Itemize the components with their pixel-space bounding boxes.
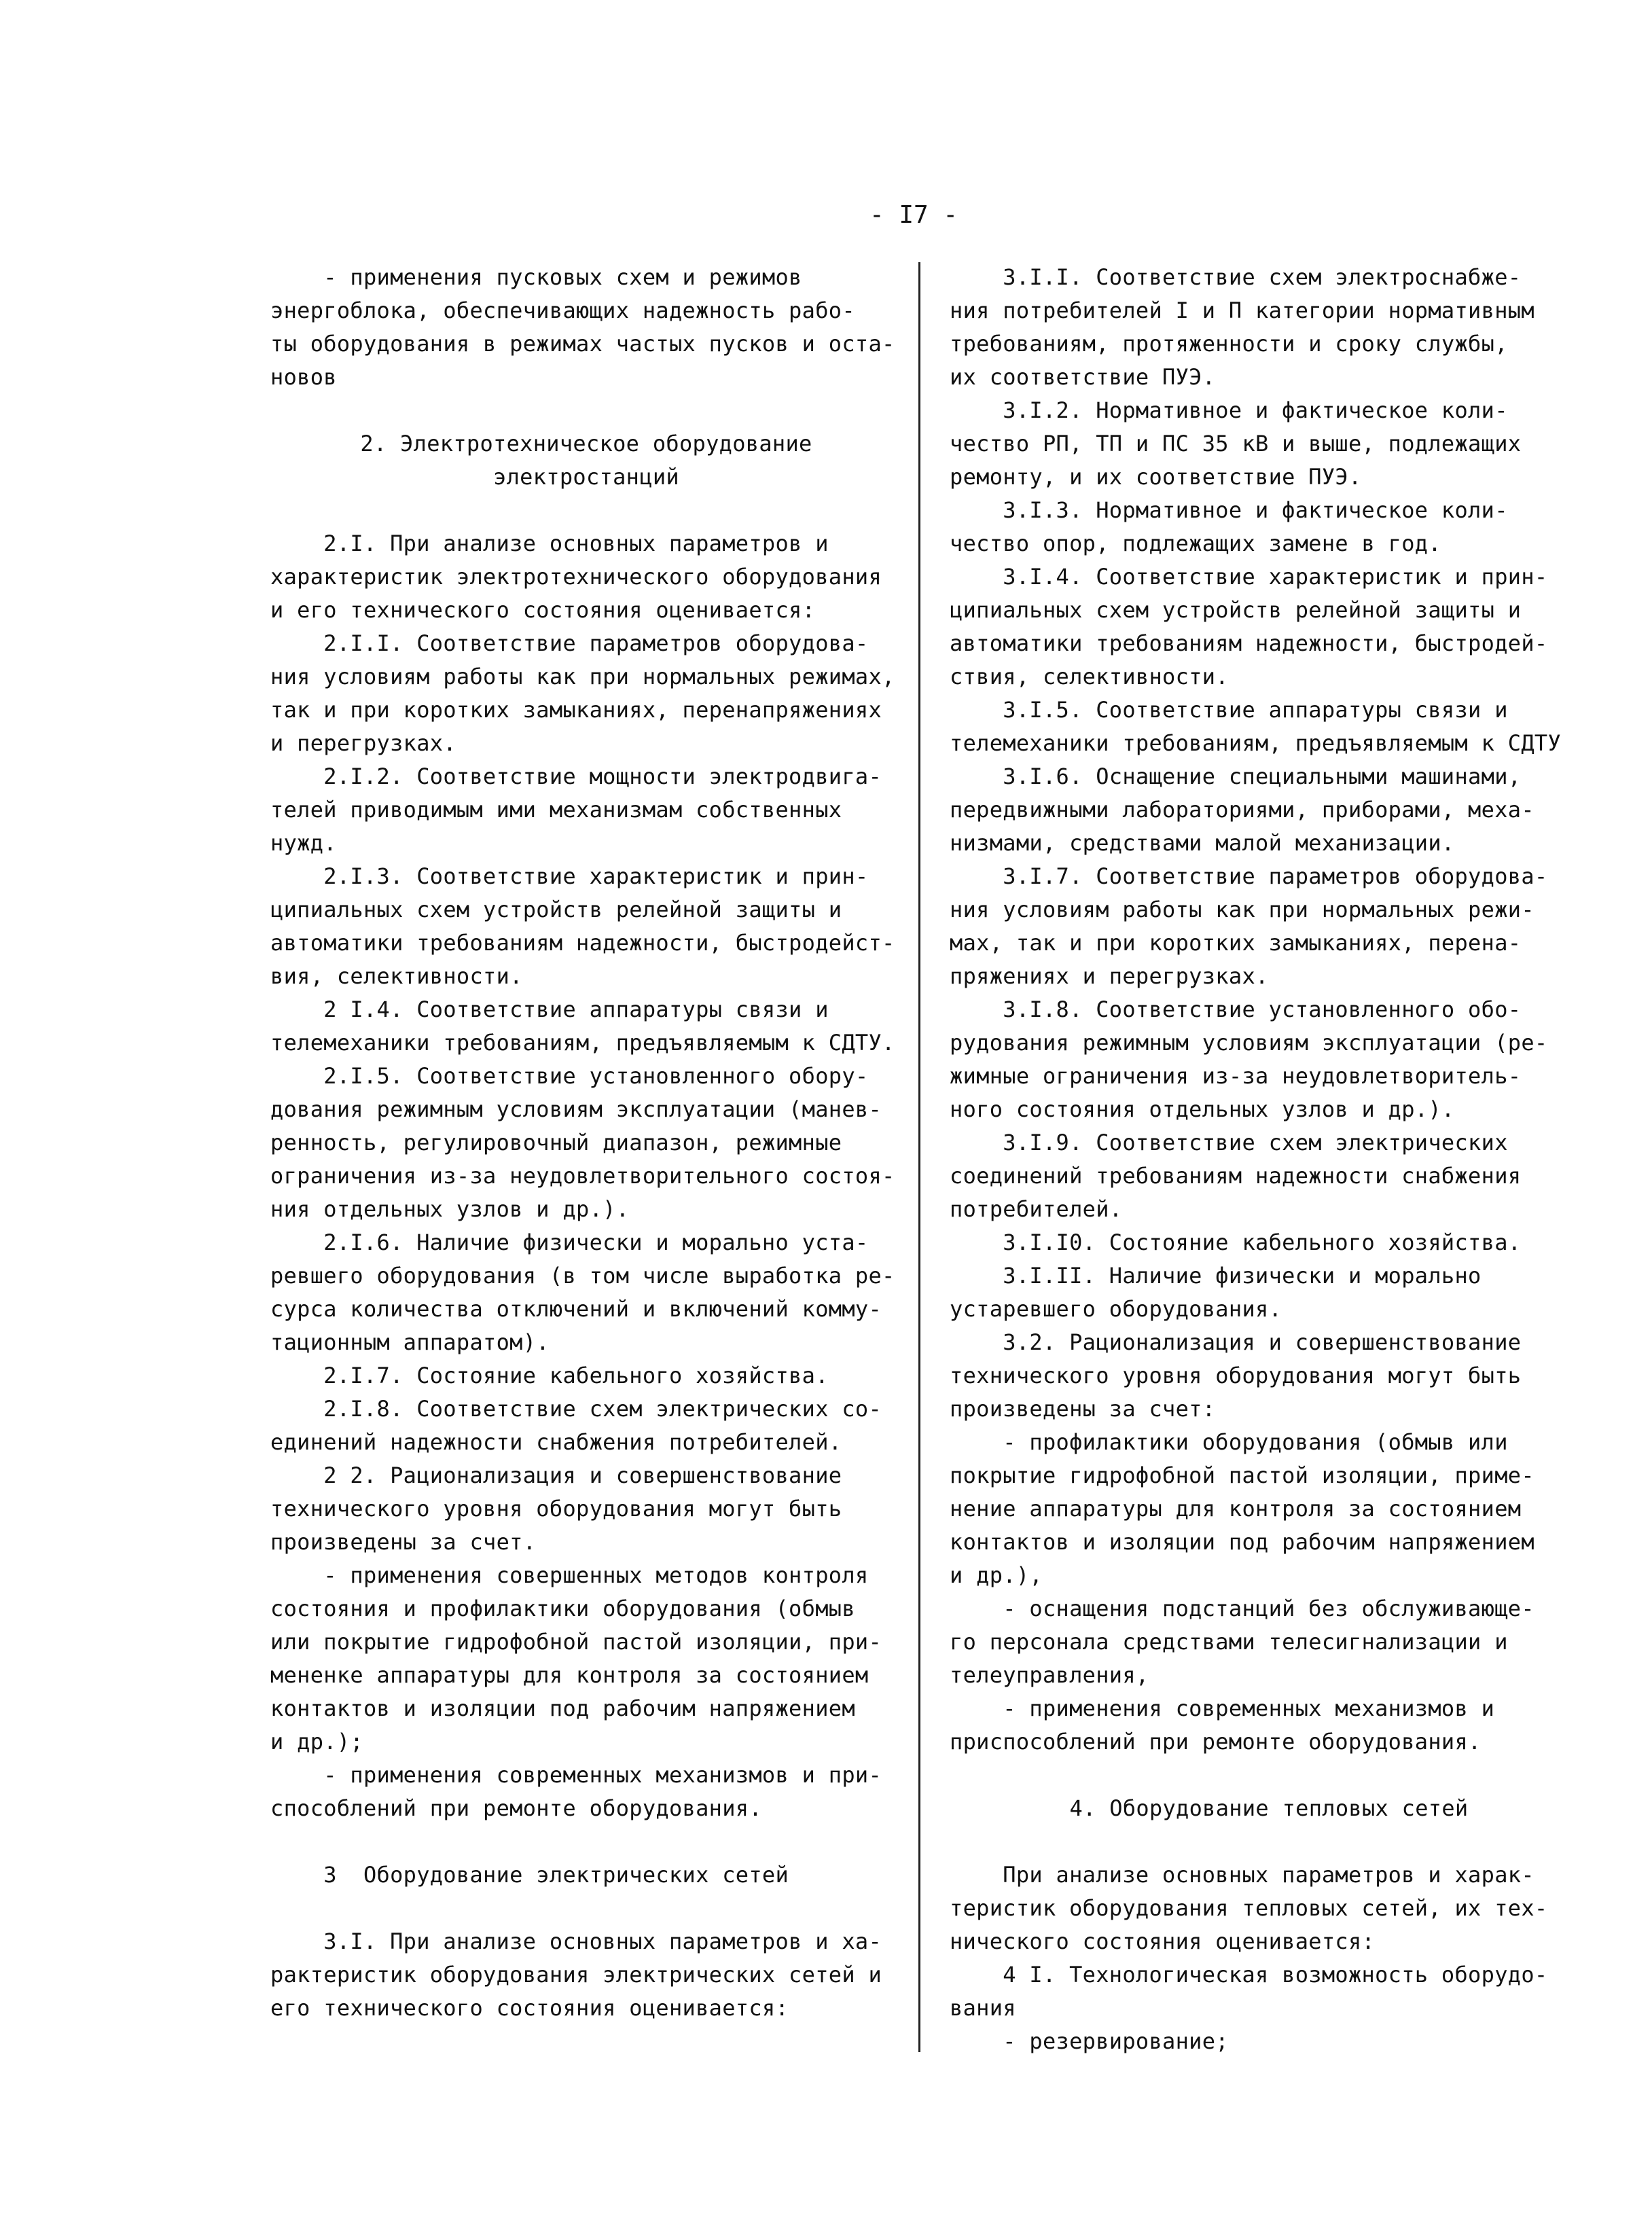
- text-line: соединений требованиям надежности снабжения: [950, 1163, 1522, 1189]
- text-line: устаревшего оборудования.: [950, 1296, 1282, 1322]
- text-line: ного состояния отдельных узлов и др.).: [950, 1096, 1455, 1122]
- text-line: рудования режимным условиям эксплуатации (ре-: [950, 1030, 1548, 1056]
- text-line: их соответствие ПУЭ.: [950, 364, 1216, 390]
- text-line: мах, так и при коротких замыканиях, перена-: [950, 930, 1522, 956]
- text-line: 2.I.2. Соответствие мощности электродвига-: [270, 763, 882, 789]
- text-line: 2.I.6. Наличие физически и морально уста-: [270, 1229, 869, 1255]
- text-line: или покрытие гидрофобной пастой изоляции, при-: [270, 1629, 882, 1655]
- text-line: технического уровня оборудования могут быть: [270, 1496, 842, 1522]
- text-line: ограничения из-за неудовлетворительного состоя-: [270, 1163, 895, 1189]
- text-line: вания: [950, 1995, 1016, 2021]
- text-line: ренность, регулировочный диапазон, режимные: [270, 1130, 842, 1155]
- paragraph-gap: [270, 1892, 902, 1925]
- text-line: новов: [270, 364, 337, 390]
- text-line: требованиям, протяженности и сроку службы,: [950, 331, 1508, 357]
- text-line: - применения современных механизмов и: [950, 1695, 1495, 1721]
- text-line: При анализе основных параметров и харак-: [950, 1862, 1534, 1888]
- text-line: ния отдельных узлов и др.).: [270, 1196, 630, 1222]
- text-line: 2.I. При анализе основных параметров и: [270, 531, 829, 556]
- text-line: 2.I.8. Соответствие схем электрических со-: [270, 1396, 882, 1422]
- text-line: способлений при ремонте оборудования.: [270, 1795, 762, 1821]
- text-line: так и при коротких замыканиях, перенапряжениях: [270, 697, 882, 723]
- text-line: ципиальных схем устройств релейной защиты и: [270, 897, 842, 922]
- text-line: 3.I.5. Соответствие аппаратуры связи и: [950, 697, 1508, 723]
- text-line: ремонту, и их соответствие ПУЭ.: [950, 464, 1362, 490]
- text-line: 3.I.7. Соответствие параметров оборудова-: [950, 863, 1548, 889]
- paragraph-gap: [270, 494, 902, 527]
- text-line: тационным аппаратом).: [270, 1329, 550, 1355]
- text-line: мененке аппаратуры для контроля за состоянием: [270, 1662, 869, 1688]
- text-line: дования режимным условиям эксплуатации (манев-: [270, 1096, 882, 1122]
- text-line: телемеханики требованиям, предъявляемым к СДТУ.: [270, 1030, 895, 1056]
- text-line: - резервирование;: [950, 2028, 1229, 2054]
- text-line: и др.);: [270, 1729, 363, 1755]
- text-line: пряжениях и перегрузках.: [950, 963, 1269, 989]
- text-line: состояния и профилактики оборудования (обмыв: [270, 1596, 855, 1621]
- text-line: автоматики требованиям надежности, быстродей-: [950, 630, 1548, 656]
- text-line: - применения современных механизмов и при-: [270, 1762, 882, 1788]
- text-line: произведены за счет:: [950, 1396, 1216, 1422]
- text-line: 3.I.8. Соответствие установленного обо-: [950, 996, 1522, 1022]
- text-line: контактов и изоляции под рабочим напряжением: [950, 1529, 1534, 1555]
- text-line: ревшего оборудования (в том числе выработка ре-: [270, 1263, 895, 1289]
- text-line: 3.I.3. Нормативное и фактическое коли-: [950, 497, 1508, 523]
- text-line: нического состояния оценивается:: [950, 1928, 1376, 1954]
- text-line: и др.),: [950, 1562, 1043, 1588]
- paragraph-gap: [270, 394, 902, 427]
- paragraph-gap: [270, 1825, 902, 1858]
- text-line: и перегрузках.: [270, 730, 456, 756]
- text-line: низмами, средствами малой механизации.: [950, 830, 1455, 856]
- text-line: приспособлений при ремонте оборудования.: [950, 1729, 1482, 1755]
- page-number: - I7 -: [869, 201, 958, 229]
- text-line: вия, селективности.: [270, 963, 523, 989]
- text-line: автоматики требованиям надежности, быстродейст-: [270, 930, 895, 956]
- text-line: рактеристик оборудования электрических сетей и: [270, 1962, 882, 1988]
- text-line: теристик оборудования тепловых сетей, их тех-: [950, 1895, 1548, 1921]
- text-line: 2 2. Рационализация и совершенствование: [270, 1462, 842, 1488]
- text-line: 3.I.2. Нормативное и фактическое коли-: [950, 397, 1508, 423]
- text-line: 3.I.II. Наличие физически и морально: [950, 1263, 1482, 1289]
- text-line: 3.2. Рационализация и совершенствование: [950, 1329, 1522, 1355]
- text-line: сурса количества отключений и включений комму-: [270, 1296, 882, 1322]
- section-heading: электростанций: [493, 464, 679, 490]
- text-line: 3.I.9. Соответствие схем электрических: [950, 1130, 1508, 1155]
- text-line: 2 I.4. Соответствие аппаратуры связи и: [270, 996, 829, 1022]
- text-line: нение аппаратуры для контроля за состоянием: [950, 1496, 1522, 1522]
- text-line: - применения пусковых схем и режимов: [270, 264, 802, 290]
- text-line: телеуправления,: [950, 1662, 1149, 1688]
- text-line: го персонала средствами телесигнализации и: [950, 1629, 1508, 1655]
- text-line: характеристик электротехнического оборудования: [270, 564, 882, 590]
- text-line: 3.I.4. Соответствие характеристик и прин-: [950, 564, 1548, 590]
- section-heading: 4. Оборудование тепловых сетей: [1069, 1795, 1469, 1821]
- text-line: нужд.: [270, 830, 337, 856]
- text-line: 3.I.6. Оснащение специальными машинами,: [950, 763, 1522, 789]
- text-line: ния условиям работы как при нормальных режимах,: [270, 664, 895, 689]
- text-line: его технического состояния оценивается:: [270, 1995, 789, 2021]
- text-line: 2.I.5. Соответствие установленного обору-: [270, 1063, 869, 1089]
- text-line: ния потребителей I и П категории нормативным: [950, 298, 1534, 323]
- text-line: ствия, селективности.: [950, 664, 1229, 689]
- text-line: и его технического состояния оценивается:: [270, 597, 816, 623]
- paragraph-gap: [950, 1759, 1588, 1792]
- text-line: ты оборудования в режимах частых пусков и оста-: [270, 331, 895, 357]
- paragraph-gap: [950, 1825, 1588, 1858]
- text-line: 2.I.I. Соответствие параметров оборудова-: [270, 630, 869, 656]
- column-divider: [918, 262, 920, 2052]
- text-line: 3 Оборудование электрических сетей: [270, 1862, 789, 1888]
- text-line: 2.I.3. Соответствие характеристик и прин-: [270, 863, 869, 889]
- text-line: 2.I.7. Состояние кабельного хозяйства.: [270, 1363, 829, 1388]
- text-line: телемеханики требованиям, предъявляемым к СДТУ: [950, 730, 1562, 756]
- section-heading: 2. Электротехническое оборудование: [360, 431, 812, 456]
- text-line: контактов и изоляции под рабочим напряжением: [270, 1695, 855, 1721]
- text-line: покрытие гидрофобной пастой изоляции, приме-: [950, 1462, 1534, 1488]
- text-line: 3.I.I. Соответствие схем электроснабже-: [950, 264, 1522, 290]
- text-line: энергоблока, обеспечивающих надежность рабо-: [270, 298, 855, 323]
- text-line: произведены за счет.: [270, 1529, 537, 1555]
- text-line: потребителей.: [950, 1196, 1123, 1222]
- text-line: технического уровня оборудования могут быть: [950, 1363, 1522, 1388]
- text-line: ципиальных схем устройств релейной защиты и: [950, 597, 1522, 623]
- text-line: единений надежности снабжения потребителей.: [270, 1429, 842, 1455]
- text-line: ния условиям работы как при нормальных режи-: [950, 897, 1534, 922]
- right-column: [950, 261, 1588, 2058]
- text-line: телей приводимым ими механизмам собственных: [270, 797, 842, 823]
- text-line: чество опор, подлежащих замене в год.: [950, 531, 1441, 556]
- text-line: чество РП, ТП и ПС 35 кВ и выше, подлежащих: [950, 431, 1522, 456]
- text-line: передвижными лабораториями, приборами, меха-: [950, 797, 1534, 823]
- text-line: 3.I. При анализе основных параметров и ха-: [270, 1928, 882, 1954]
- text-line: жимные ограничения из-за неудовлетворитель-: [950, 1063, 1522, 1089]
- text-line: - профилактики оборудования (обмыв или: [950, 1429, 1508, 1455]
- left-column: [270, 261, 902, 2025]
- text-line: 4 I. Технологическая возможность оборудо-: [950, 1962, 1548, 1988]
- text-line: - оснащения подстанций без обслуживающе-: [950, 1596, 1534, 1621]
- text-line: - применения совершенных методов контроля: [270, 1562, 869, 1588]
- text-line: 3.I.I0. Состояние кабельного хозяйства.: [950, 1229, 1522, 1255]
